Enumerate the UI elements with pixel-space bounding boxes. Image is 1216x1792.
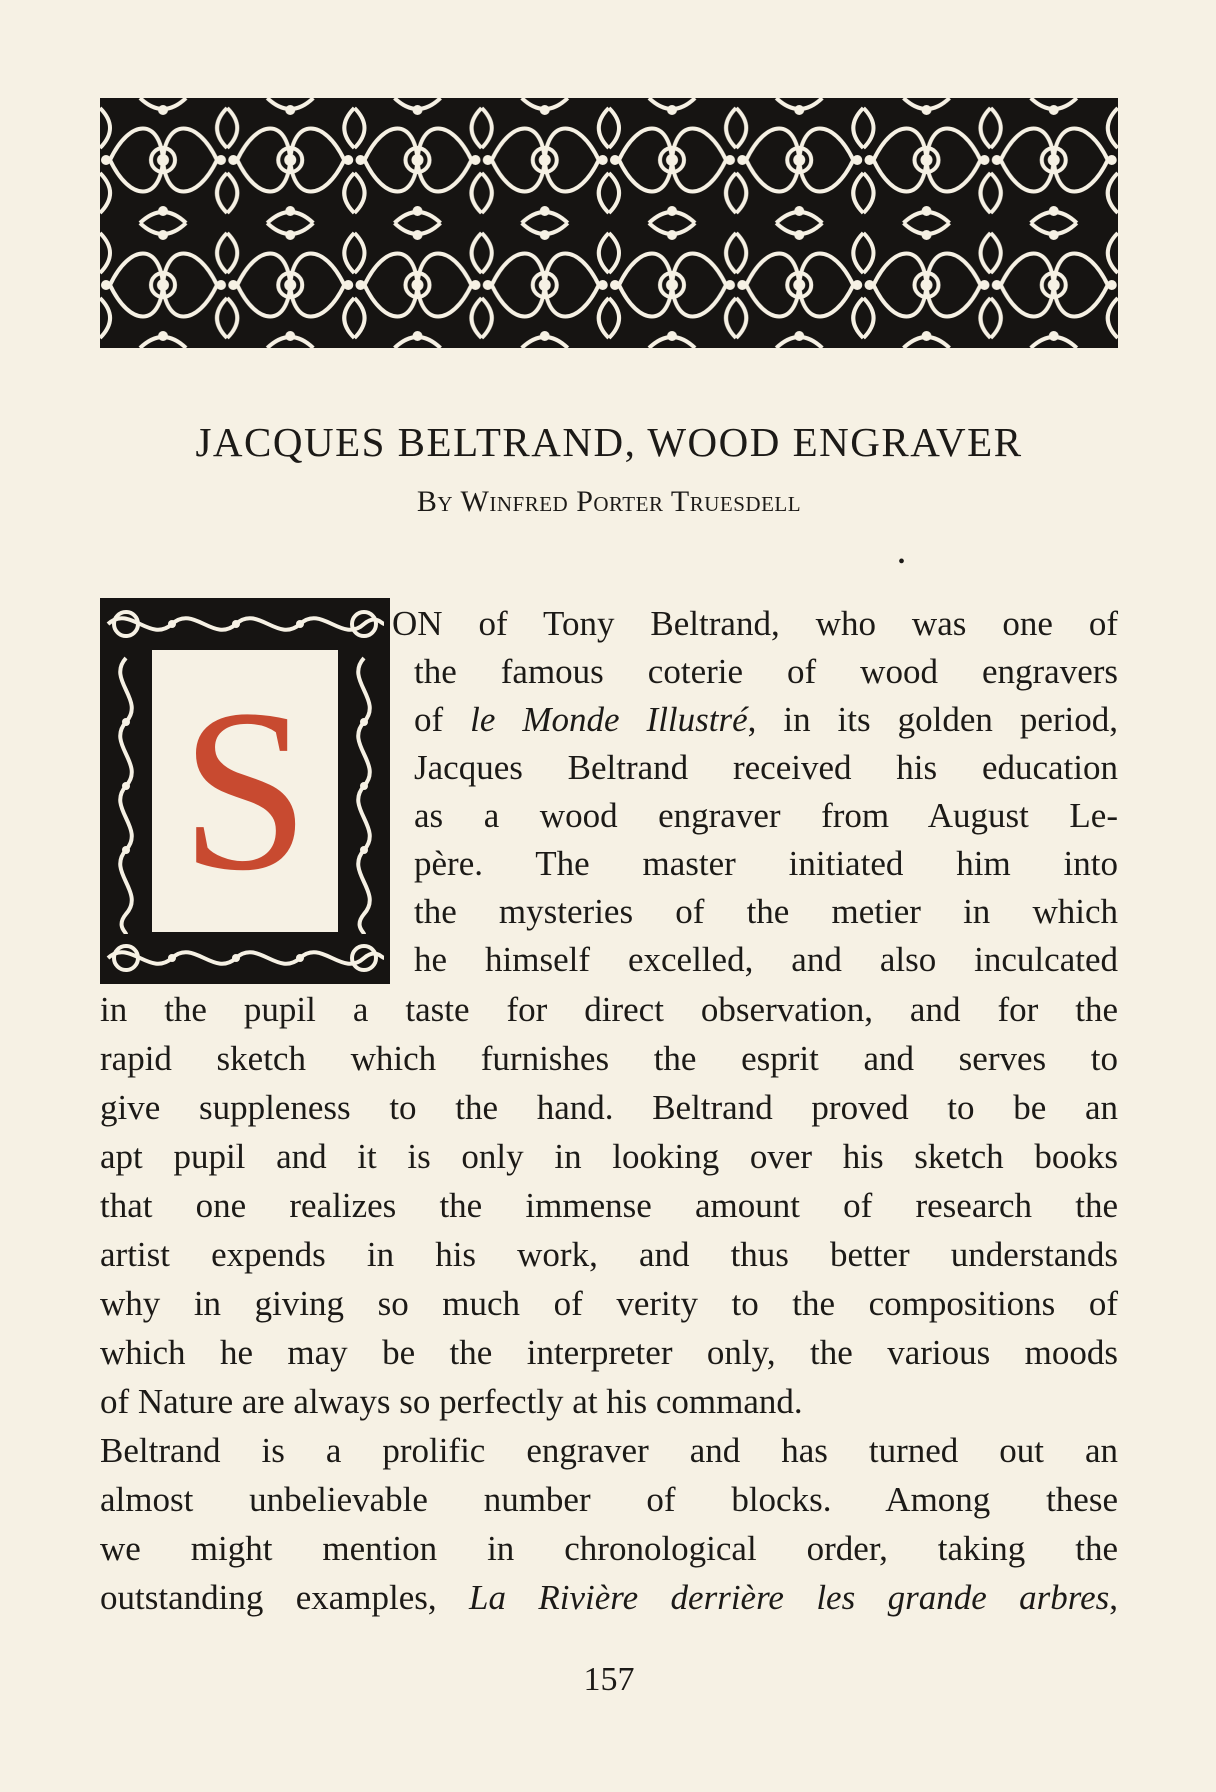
publication-title: le Monde Illustré — [470, 700, 748, 739]
text-line: artist expends in his work, and thus better understands — [100, 1235, 1118, 1274]
text-line: the famous coterie of wood engravers — [414, 652, 1118, 691]
text-line: ON of Tony Beltrand, who was one of — [392, 604, 1118, 643]
text-line — [414, 696, 1118, 744]
text-line: give suppleness to the hand. Beltrand proved to be an — [100, 1088, 1118, 1127]
text-line: almost unbelievable number of blocks. Among these — [100, 1480, 1118, 1519]
text-line: why in giving so much of verity to the compositions of — [100, 1284, 1118, 1323]
text-line: the mysteries of the metier in which — [414, 892, 1118, 931]
text-line: Beltrand is a prolific engraver and has turned out an — [100, 1431, 1118, 1470]
text-line: Jacques Beltrand received his education — [414, 748, 1118, 787]
article-byline: By Winfred Porter Truesdell — [416, 485, 802, 518]
text-line: in the pupil a taste for direct observation, and for the — [100, 990, 1118, 1029]
text-line: he himself excelled, and also inculcated — [414, 940, 1118, 979]
floral-ornament-icon — [100, 98, 1118, 348]
text-line: as a wood engraver from August Le- — [414, 796, 1118, 835]
ornament-dot: • — [898, 551, 906, 573]
page-number: 157 — [583, 1661, 635, 1698]
text-line — [100, 1574, 1118, 1622]
article-title: JACQUES BELTRAND, WOOD ENGRAVER — [195, 419, 1023, 465]
artwork-title: La Rivière derrière les grande arbres — [469, 1578, 1110, 1617]
text-line: that one realizes the immense amount of research the — [100, 1186, 1118, 1225]
text-line: rapid sketch which furnishes the esprit and serves to — [100, 1039, 1118, 1078]
ornamental-header-band — [100, 98, 1118, 348]
text-line: which he may be the interpreter only, the various moods — [100, 1333, 1118, 1372]
text-line-suffix: , in its golden period, — [747, 700, 1118, 739]
drop-cap-letter: S — [180, 662, 310, 919]
text-line: apt pupil and it is only in looking over his sketch books — [100, 1137, 1118, 1176]
text-line: père. The master initiated him into — [414, 844, 1118, 883]
text-line: of Nature are always so perfectly at his command. — [100, 1382, 803, 1421]
text-line-suffix: , — [1109, 1578, 1118, 1617]
drop-cap-block — [100, 598, 390, 984]
text-line-prefix: outstanding examples, — [100, 1578, 470, 1617]
text-line: we might mention in chronological order, taking the — [100, 1529, 1118, 1568]
text-line-prefix: of — [414, 700, 471, 739]
